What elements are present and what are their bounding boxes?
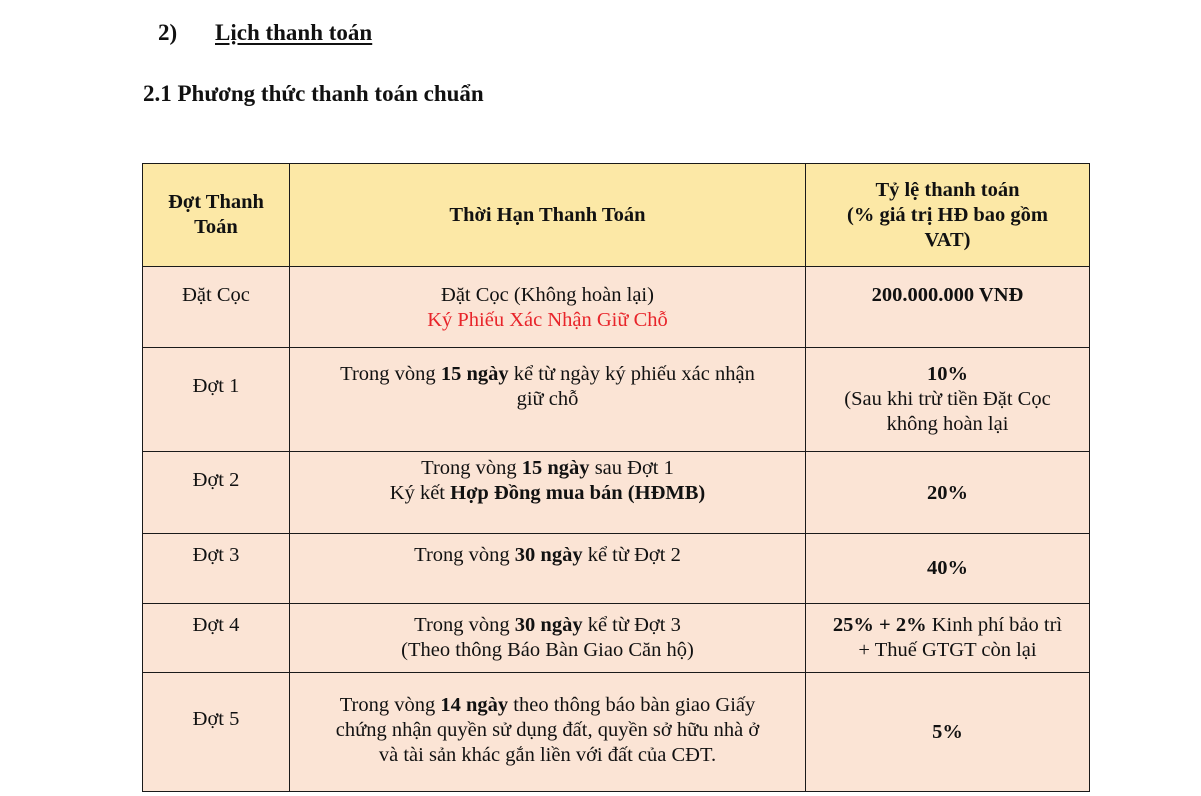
phase-label: Đợt 2 xyxy=(192,469,240,491)
rate-note: không hoàn lại xyxy=(886,413,1009,435)
rate-line xyxy=(814,613,1081,638)
term-line xyxy=(298,543,797,568)
term-pre: Trong vòng xyxy=(421,457,517,479)
term-cell xyxy=(290,267,806,348)
table-row xyxy=(143,534,1090,604)
table-row xyxy=(143,452,1090,534)
term-line xyxy=(298,362,797,387)
rate-cell xyxy=(806,452,1090,534)
term-post: kể từ Đợt 2 xyxy=(587,544,681,566)
phase-label: Đợt 3 xyxy=(192,544,240,566)
rate-note: (Sau khi trừ tiền Đặt Cọc xyxy=(844,388,1051,410)
term-line xyxy=(298,613,797,638)
term-duration: 30 ngày xyxy=(514,544,583,566)
rate-value: 20% xyxy=(927,482,968,504)
term-duration: 30 ngày xyxy=(514,614,583,636)
table-row xyxy=(143,267,1090,348)
rate-cell xyxy=(806,267,1090,348)
header-term xyxy=(290,164,806,267)
term-cell xyxy=(290,604,806,673)
rate-note: + Thuế GTGT còn lại xyxy=(858,639,1037,661)
rate-cell xyxy=(806,604,1090,673)
section-title: Lịch thanh toán xyxy=(215,20,373,45)
term-line: Đặt Cọc (Không hoàn lại) xyxy=(441,284,654,306)
table-row xyxy=(143,348,1090,452)
header-phase xyxy=(143,164,290,267)
phase-cell xyxy=(143,452,290,534)
term-duration: 14 ngày xyxy=(440,694,509,716)
term-duration: 15 ngày xyxy=(521,457,590,479)
header-term-label: Thời Hạn Thanh Toán xyxy=(449,203,646,226)
header-phase-line1: Đợt Thanh xyxy=(168,191,264,213)
phase-label: Đặt Cọc xyxy=(182,284,250,306)
term-line: và tài sản khác gắn liền với đất của CĐT. xyxy=(378,744,717,766)
term-line: giữ chỗ xyxy=(516,388,579,410)
header-rate-line2: (% giá trị HĐ bao gồm xyxy=(847,203,1048,226)
table-row xyxy=(143,604,1090,673)
term-contract: Hợp Đồng mua bán (HĐMB) xyxy=(450,482,706,504)
section-heading xyxy=(158,18,372,48)
term-line xyxy=(298,693,797,718)
section-number: 2) xyxy=(158,20,178,45)
subsection-title: 2.1 Phương thức thanh toán chuẩn xyxy=(143,81,484,106)
rate-note: Kinh phí bảo trì xyxy=(931,614,1063,636)
payment-schedule-table xyxy=(142,163,1090,792)
phase-label: Đợt 1 xyxy=(192,375,240,397)
phase-label: Đợt 4 xyxy=(192,614,240,636)
term-pre: Trong vòng xyxy=(340,363,436,385)
term-line xyxy=(298,481,797,506)
table-header-row xyxy=(143,164,1090,267)
term-cell xyxy=(290,534,806,604)
term-post: sau Đợt 1 xyxy=(594,457,674,479)
header-rate-line1: Tỷ lệ thanh toán xyxy=(875,178,1020,201)
rate-value: 5% xyxy=(932,721,963,743)
term-post: theo thông báo bàn giao Giấy xyxy=(513,694,756,716)
term-cell xyxy=(290,452,806,534)
phase-label: Đợt 5 xyxy=(192,708,240,730)
table-row xyxy=(143,673,1090,792)
phase-cell xyxy=(143,673,290,792)
phase-cell xyxy=(143,534,290,604)
header-phase-line2: Toán xyxy=(194,216,238,238)
term-post: kể từ ngày ký phiếu xác nhận xyxy=(513,363,755,385)
phase-cell xyxy=(143,604,290,673)
term-pre: Trong vòng xyxy=(414,544,510,566)
term-post: kể từ Đợt 3 xyxy=(587,614,681,636)
phase-cell xyxy=(143,348,290,452)
header-rate-line3: VAT) xyxy=(924,228,971,251)
term-line-highlight: Ký Phiếu Xác Nhận Giữ Chỗ xyxy=(427,309,668,331)
rate-value: 10% xyxy=(927,363,968,385)
term-cell xyxy=(290,348,806,452)
phase-cell xyxy=(143,267,290,348)
rate-cell xyxy=(806,673,1090,792)
term-line xyxy=(298,456,797,481)
term-pre: Ký kết xyxy=(389,482,445,504)
header-rate xyxy=(806,164,1090,267)
term-pre: Trong vòng xyxy=(414,614,510,636)
rate-value: 25% + 2% xyxy=(832,614,927,636)
term-line: chứng nhận quyền sử dụng đất, quyền sở hữu nhà ở xyxy=(335,719,760,741)
term-duration: 15 ngày xyxy=(440,363,509,385)
term-cell xyxy=(290,673,806,792)
rate-cell xyxy=(806,348,1090,452)
term-pre: Trong vòng xyxy=(339,694,436,716)
rate-cell xyxy=(806,534,1090,604)
rate-value: 200.000.000 VNĐ xyxy=(871,284,1024,306)
term-line: (Theo thông Báo Bàn Giao Căn hộ) xyxy=(401,639,694,661)
rate-value: 40% xyxy=(927,557,968,579)
